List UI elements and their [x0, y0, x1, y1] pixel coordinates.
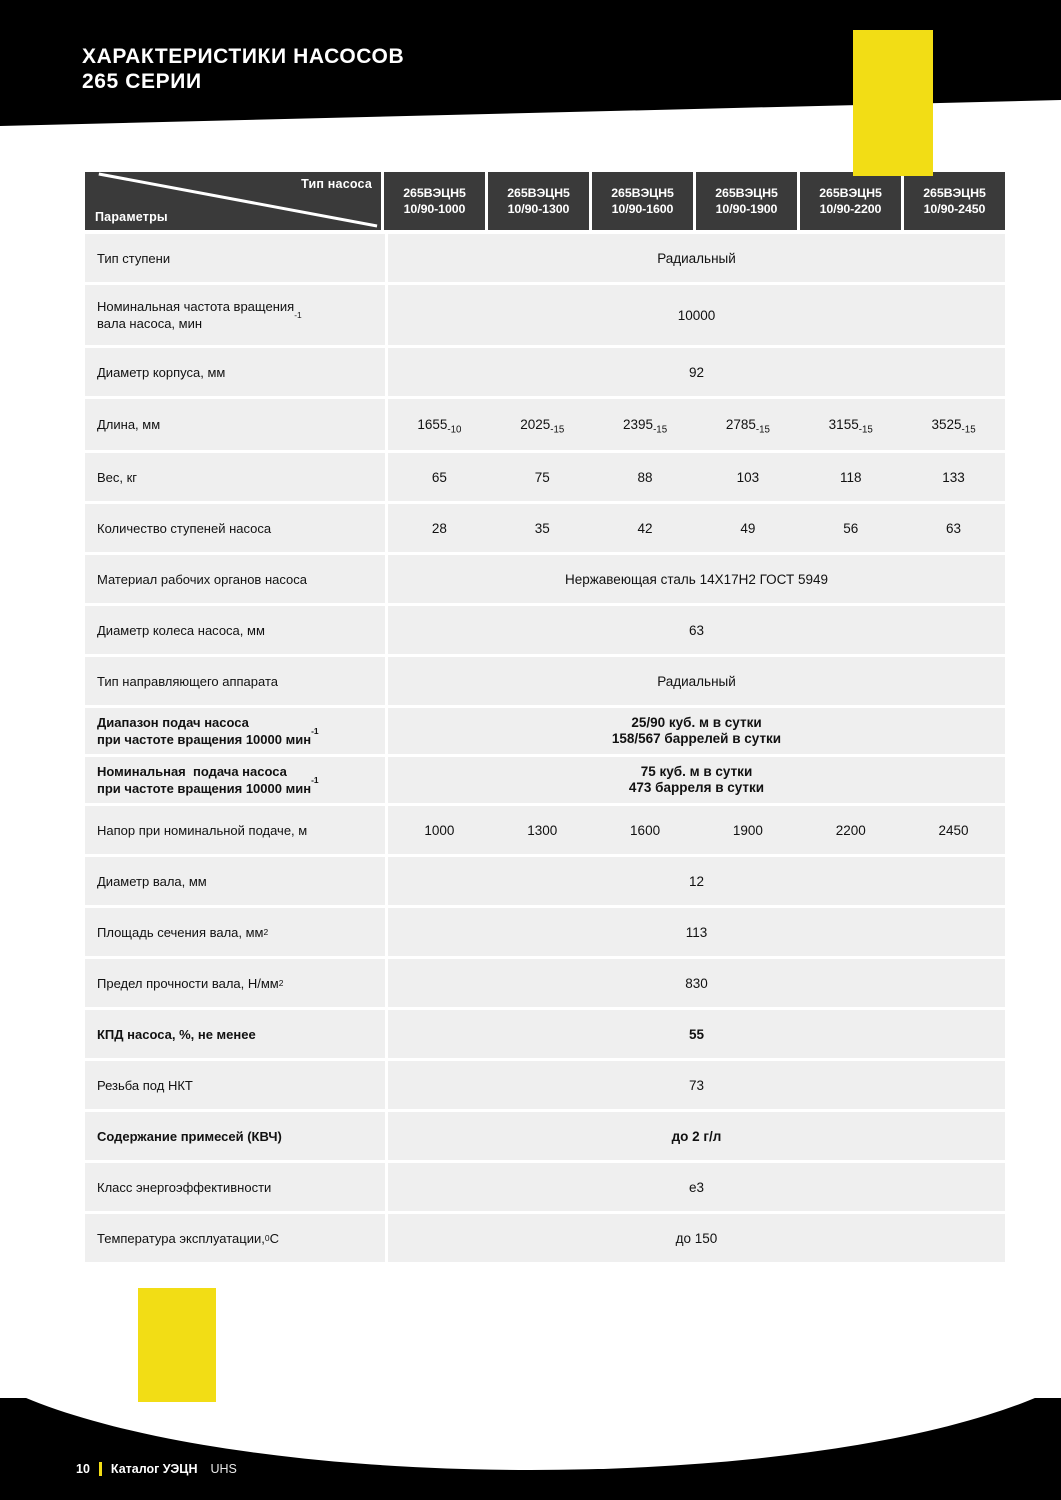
column-header-variant: 10/90-1000 [403, 202, 466, 216]
value-cell-5: 56 [843, 520, 859, 536]
table-row [85, 806, 1005, 854]
parameter-label: Номинальная частота вращения вала насоса, мин -1 [85, 285, 385, 345]
merged-value: 73 [688, 1077, 705, 1093]
table-row [85, 757, 1005, 803]
value-cell-5: 118 [839, 469, 862, 485]
value-cells [388, 959, 1005, 1007]
value-cells [388, 1163, 1005, 1211]
merged-value: 113 [685, 924, 708, 940]
value-cells [388, 606, 1005, 654]
parameter-label: Диапазон подач насоса при частоте вращения 10000 мин -1 [85, 708, 385, 754]
footer-separator [99, 1462, 102, 1476]
value-cell-6: 133 [942, 469, 965, 485]
merged-value: Радиальный [657, 250, 736, 266]
value-cells [388, 504, 1005, 552]
parameter-label: Тип ступени [85, 234, 385, 282]
value-cells [388, 1214, 1005, 1262]
table-row [85, 234, 1005, 282]
value-cells [388, 1112, 1005, 1160]
parameter-label: КПД насоса, %, не менее [85, 1010, 385, 1058]
merged-value: е3 [688, 1179, 705, 1195]
column-header-variant: 10/90-2200 [819, 202, 882, 216]
column-header-3 [592, 172, 693, 230]
pump-specifications-table [85, 172, 1005, 1265]
column-header-6 [904, 172, 1005, 230]
table-row [85, 1010, 1005, 1058]
parameter-label: Диаметр вала, мм [85, 857, 385, 905]
parameter-label: Площадь сечения вала, мм 2 [85, 908, 385, 956]
value-cells [388, 285, 1005, 345]
column-header-model: 265ВЭЦН5 [611, 186, 674, 200]
table-row [85, 348, 1005, 396]
value-cells [388, 806, 1005, 854]
footer-band [0, 1398, 1061, 1500]
value-cells [388, 348, 1005, 396]
column-header-1 [384, 172, 485, 230]
column-header-model: 265ВЭЦН5 [507, 186, 570, 200]
parameter-label: Содержание примесей (КВЧ) [85, 1112, 385, 1160]
merged-value: Нержавеющая сталь 14Х17Н2 ГОСТ 5949 [564, 571, 828, 587]
value-cell-1: 65 [431, 469, 447, 485]
table-row [85, 1163, 1005, 1211]
merged-value: 92 [688, 364, 705, 380]
table-row [85, 453, 1005, 501]
merged-value: 75 куб. м в сутки 473 барреля в сутки [628, 764, 765, 795]
column-header-2 [488, 172, 589, 230]
page-title [82, 44, 404, 94]
value-cells [388, 555, 1005, 603]
column-header-4 [696, 172, 797, 230]
value-cell-6: 2450 [938, 822, 969, 838]
footer [76, 1462, 237, 1476]
value-cell-4: $2785_{-15}$ [725, 417, 770, 436]
value-cell-4: 103 [736, 469, 760, 485]
merged-value: до 150 [675, 1230, 718, 1246]
merged-value: до 2 г/л [671, 1128, 722, 1144]
value-cells [388, 908, 1005, 956]
column-header-model: 265ВЭЦН5 [403, 186, 466, 200]
parameter-label: Предел прочности вала, Н/мм 2 [85, 959, 385, 1007]
merged-value: 12 [688, 873, 705, 889]
table-row [85, 606, 1005, 654]
value-cells [388, 1061, 1005, 1109]
table-row [85, 285, 1005, 345]
value-cell-1: 1000 [424, 822, 455, 838]
value-cell-3: 1600 [630, 822, 661, 838]
value-cells [388, 1010, 1005, 1058]
column-header-variant: 10/90-1600 [611, 202, 674, 216]
table-corner-header [85, 172, 381, 230]
value-cell-4: 1900 [732, 822, 763, 838]
table-row [85, 1112, 1005, 1160]
column-header-variant: 10/90-1300 [507, 202, 570, 216]
merged-value: 63 [688, 622, 705, 638]
page-title-line1: ХАРАКТЕРИСТИКИ НАСОСОВ [82, 45, 405, 68]
value-cell-6: $3525_{-15}$ [931, 417, 976, 436]
value-cell-2: 35 [534, 520, 550, 536]
table-row [85, 555, 1005, 603]
value-cell-2: 75 [534, 469, 550, 485]
table-row [85, 399, 1005, 450]
table-row [85, 908, 1005, 956]
column-header-variant: 10/90-1900 [715, 202, 778, 216]
merged-value: 830 [685, 975, 708, 991]
table-row [85, 1061, 1005, 1109]
value-cell-2: $2025_{-15}$ [520, 417, 565, 436]
merged-value: 55 [688, 1026, 705, 1042]
footer-curve-shape [0, 1398, 1061, 1470]
pump-type-header-label: Тип насоса [301, 177, 372, 191]
value-cells [388, 234, 1005, 282]
merged-value: 25/90 куб. м в сутки 158/567 баррелей в сутки [611, 715, 782, 746]
value-cell-2: 1300 [527, 822, 558, 838]
parameters-header-label: Параметры [95, 210, 168, 224]
value-cell-3: $2395_{-15}$ [623, 417, 668, 436]
catalog-label: Каталог УЭЦН [110, 1462, 198, 1476]
parameter-label: Диаметр колеса насоса, мм [85, 606, 385, 654]
table-header-row [85, 172, 1005, 230]
parameter-label: Тип направляющего аппарата [85, 657, 385, 705]
table-body [85, 234, 1005, 1262]
merged-value: Радиальный [657, 673, 736, 689]
value-cells [388, 399, 1005, 450]
parameter-label: Номинальная подача насоса при частоте вращения 10000 мин -1 [85, 757, 385, 803]
parameter-label: Вес, кг [85, 453, 385, 501]
value-cell-1: 28 [431, 520, 447, 536]
value-cells [388, 708, 1005, 754]
value-cell-1: $1655_{-10}$ [417, 417, 462, 436]
merged-value: 10000 [677, 307, 716, 323]
parameter-label: Диаметр корпуса, мм [85, 348, 385, 396]
value-cells [388, 857, 1005, 905]
yellow-accent-bottom [138, 1288, 216, 1402]
yellow-accent-top [853, 30, 933, 176]
value-cells [388, 453, 1005, 501]
table-row [85, 708, 1005, 754]
value-cells [388, 657, 1005, 705]
parameter-label: Напор при номинальной подаче, м [85, 806, 385, 854]
column-header-variant: 10/90-2450 [923, 202, 986, 216]
value-cell-6: 63 [946, 520, 962, 536]
value-cells [388, 757, 1005, 803]
column-header-5 [800, 172, 901, 230]
value-cell-3: 42 [637, 520, 653, 536]
page-number: 10 [76, 1462, 90, 1476]
column-header-model: 265ВЭЦН5 [715, 186, 778, 200]
parameter-label: Температура эксплуатации, 0 С [85, 1214, 385, 1262]
page-title-line2: 265 СЕРИИ [82, 70, 202, 93]
value-cell-4: 49 [740, 520, 756, 536]
parameter-label: Количество ступеней насоса [85, 504, 385, 552]
parameter-label: Класс энергоэффективности [85, 1163, 385, 1211]
table-row [85, 959, 1005, 1007]
brand-label: UHS [210, 1462, 237, 1476]
parameter-label: Резьба под НКТ [85, 1061, 385, 1109]
table-row [85, 1214, 1005, 1262]
column-header-model: 265ВЭЦН5 [819, 186, 882, 200]
value-cell-5: $3155_{-15}$ [828, 417, 873, 436]
parameter-label: Материал рабочих органов насоса [85, 555, 385, 603]
value-cell-5: 2200 [835, 822, 866, 838]
table-row [85, 657, 1005, 705]
table-row [85, 504, 1005, 552]
table-row [85, 857, 1005, 905]
value-cell-3: 88 [637, 469, 653, 485]
column-header-model: 265ВЭЦН5 [923, 186, 986, 200]
parameter-label: Длина, мм [85, 399, 385, 450]
